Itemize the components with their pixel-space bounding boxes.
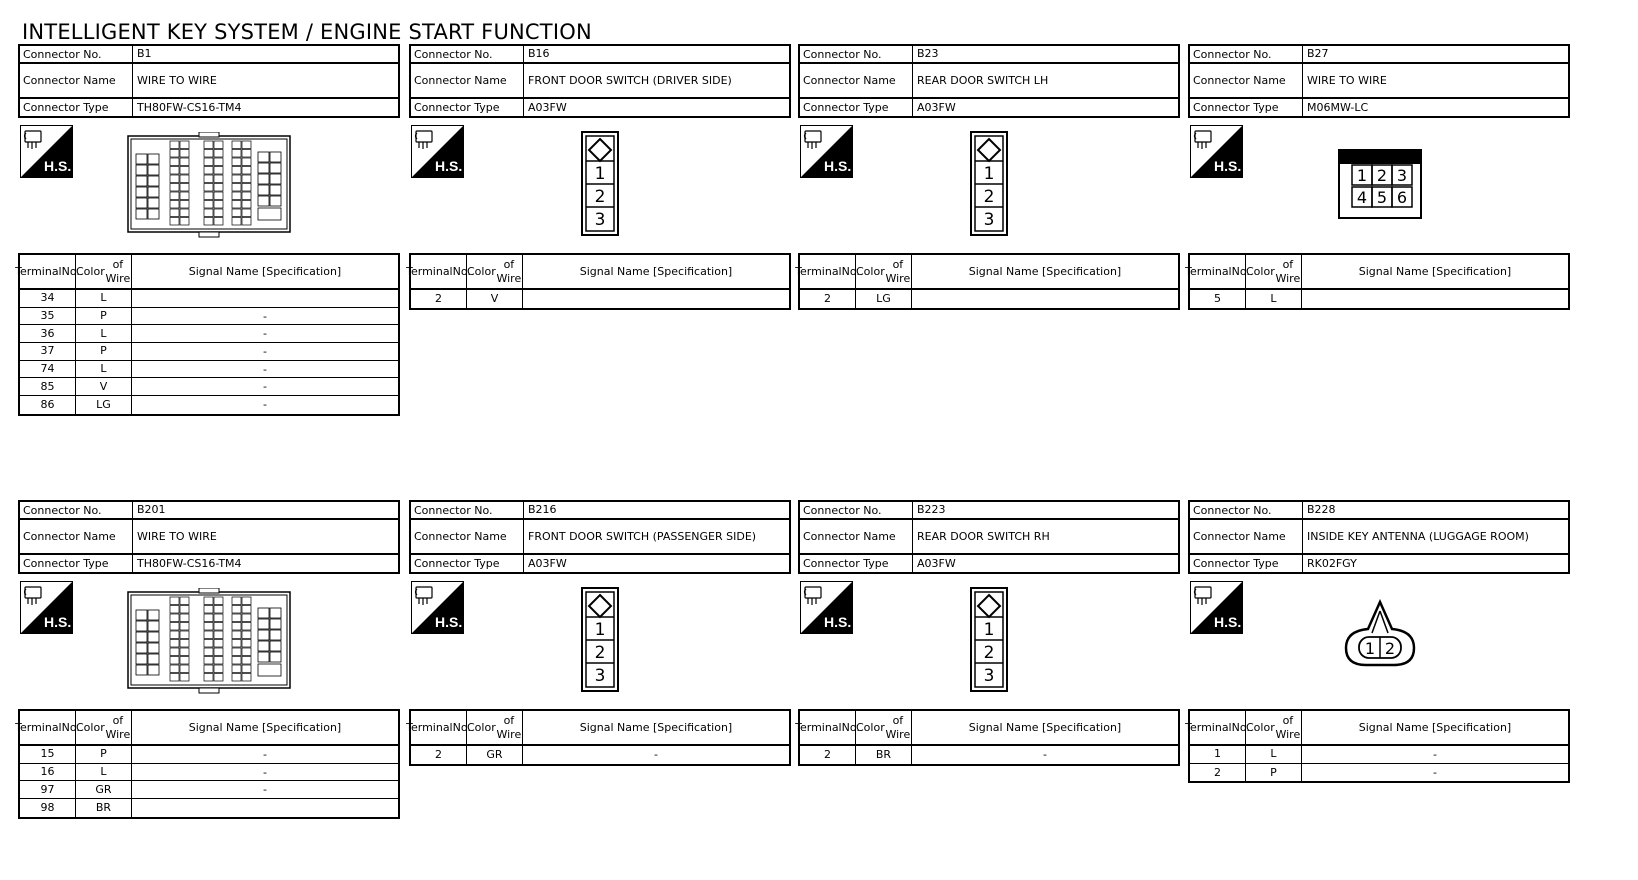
terminal-table-header [795,711,1178,746]
pin-label: 1 [594,164,606,184]
connector-th80-diagram [126,588,292,694]
pin-label: 2 [983,643,995,663]
signal-name-header: Signal Name [Specification] [188,265,342,278]
harness-side-icon [800,581,853,634]
terminal-no: 1 [1190,746,1246,763]
signal-name: - [1433,747,1437,761]
color-header: Color of Wire [1246,711,1302,744]
connector-no-value: B201 [137,503,166,516]
connector-info-table [1188,44,1570,118]
connector-name-label: Connector Name [20,64,133,97]
pin-label: 4 [1356,188,1368,207]
signal-name [132,290,398,307]
terminal-table [1185,709,1570,783]
wire-color: P [76,343,132,360]
connector-type-value: RK02FGY [1307,556,1357,570]
terminal-no-header: Terminal No. [20,255,76,288]
terminal-no: 36 [20,325,76,342]
connector-name-value: WIRE TO WIRE [137,73,217,87]
harness-side-icon [1190,581,1243,634]
table-row [800,746,1178,764]
connector-no-value: B16 [528,47,550,60]
connector-type-value: A03FW [528,100,567,114]
connector-block-4 [15,500,400,819]
connector-name-value: FRONT DOOR SWITCH (PASSENGER SIDE) [528,529,757,543]
connector-graphic [409,574,791,709]
pin-label: 3 [594,666,606,686]
connector-type-value: TH80FW-CS16-TM4 [137,556,242,570]
terminal-table [406,709,791,766]
connector-graphic [409,118,791,253]
color-header: Color of Wire [76,711,132,744]
connector-type-label: Connector Type [20,99,133,116]
connector-graphic [798,574,1180,709]
table-row [20,290,398,308]
terminal-no-header: Terminal No. [1190,711,1246,744]
terminal-table-header [406,255,789,290]
connector-type-value: M06MW-LC [1307,100,1369,114]
connector-no-value: B23 [917,47,939,60]
connector-type-value: A03FW [917,100,956,114]
connector-no-value: B27 [1307,47,1329,60]
connector-a03-diagram [581,587,619,692]
terminal-table-header [15,711,398,746]
color-header: Color of Wire [467,255,523,288]
signal-name-header: Signal Name [Specification] [1358,265,1512,278]
wire-color: GR [467,746,523,764]
pin-label: 2 [594,643,606,663]
terminal-no: 35 [20,308,76,325]
connector-block-2 [795,44,1180,310]
wire-color: L [76,764,132,781]
harness-side-icon [20,581,73,634]
table-row [20,764,398,782]
table-row [20,308,398,326]
wire-color: V [76,378,132,395]
pin-label: 3 [983,210,995,230]
connector-name-value: WIRE TO WIRE [1307,73,1387,87]
pin-label: 1 [1356,166,1368,185]
pin-label: 1 [983,620,995,640]
pin-label: 3 [594,210,606,230]
color-header: Color of Wire [856,255,912,288]
table-row [800,290,1178,308]
terminal-no: 85 [20,378,76,395]
connector-block-0 [15,44,400,416]
connector-type-label: Connector Type [411,99,524,116]
connector-name-value: WIRE TO WIRE [137,529,217,543]
connector-name-label: Connector Name [800,64,913,97]
terminal-no-header: Terminal No. [800,255,856,288]
signal-name: - [263,765,267,779]
terminal-no: 16 [20,764,76,781]
connector-name-label: Connector Name [411,64,524,97]
terminal-table [795,253,1180,310]
harness-side-icon [800,125,853,178]
connector-info-table [798,44,1180,118]
connector-type-value: A03FW [528,556,567,570]
wire-color: P [76,746,132,763]
signal-name: - [263,327,267,341]
hs-label: H.S. [1214,614,1242,630]
signal-name-header: Signal Name [Specification] [579,721,733,734]
terminal-table [1185,253,1570,310]
connector-type-label: Connector Type [411,555,524,572]
table-row [411,746,789,764]
color-header: Color of Wire [467,711,523,744]
connector-type-value: A03FW [917,556,956,570]
wire-color: L [76,290,132,307]
signal-name-header: Signal Name [Specification] [968,721,1122,734]
connector-no-value: B1 [137,47,152,60]
signal-name [912,290,1178,308]
connector-no-label: Connector No. [411,46,524,62]
table-row [20,361,398,379]
hs-label: H.S. [435,158,463,174]
signal-name-header: Signal Name [Specification] [579,265,733,278]
terminal-no-header: Terminal No. [800,711,856,744]
pin-label: 2 [1384,639,1396,658]
table-row [20,378,398,396]
connector-name-value: FRONT DOOR SWITCH (DRIVER SIDE) [528,73,732,87]
wire-color: L [76,361,132,378]
connector-no-value: B223 [917,503,946,516]
connector-block-7 [1185,500,1570,783]
harness-side-icon [20,125,73,178]
terminal-table [406,253,791,310]
signal-name: - [1433,766,1437,780]
pin-label: 2 [594,187,606,207]
terminal-no: 2 [411,290,467,308]
signal-name: - [654,748,658,762]
terminal-table-header [1185,255,1568,290]
terminal-no: 34 [20,290,76,307]
connector-graphic [18,574,400,709]
wire-color: LG [856,290,912,308]
connector-type-label: Connector Type [20,555,133,572]
terminal-no: 2 [800,290,856,308]
terminal-no: 98 [20,799,76,817]
connector-graphic [1188,118,1570,253]
table-row [20,799,398,817]
terminal-no-header: Terminal No. [411,255,467,288]
connector-info-table [18,500,400,574]
signal-name [132,799,398,817]
hs-label: H.S. [44,614,72,630]
terminal-no-header: Terminal No. [20,711,76,744]
signal-name: - [263,747,267,761]
connector-block-3 [1185,44,1570,310]
terminal-no-header: Terminal No. [411,711,467,744]
connector-no-label: Connector No. [800,502,913,518]
table-row [1190,764,1568,782]
terminal-table [795,709,1180,766]
harness-side-icon [1190,125,1243,178]
terminal-table [15,709,400,819]
connector-type-label: Connector Type [800,99,913,116]
connector-no-value: B216 [528,503,557,516]
harness-side-icon [411,125,464,178]
pin-label: 1 [1364,639,1376,658]
terminal-no: 37 [20,343,76,360]
table-row [20,781,398,799]
terminal-no: 86 [20,396,76,414]
signal-name-header: Signal Name [Specification] [968,265,1122,278]
pin-label: 5 [1376,188,1388,207]
signal-name-header: Signal Name [Specification] [188,721,342,734]
connector-graphic [1188,574,1570,709]
wire-color: L [1246,746,1302,763]
connector-no-label: Connector No. [1190,46,1303,62]
table-row [20,325,398,343]
wire-color: V [467,290,523,308]
wire-color: L [76,325,132,342]
table-row [1190,290,1568,308]
connector-graphic [798,118,1180,253]
connector-name-value: INSIDE KEY ANTENNA (LUGGAGE ROOM) [1307,529,1529,543]
signal-name: - [263,783,267,797]
terminal-no-header: Terminal No. [1190,255,1246,288]
signal-name: - [263,344,267,358]
table-row [1190,746,1568,764]
wire-color: LG [76,396,132,414]
connector-no-label: Connector No. [411,502,524,518]
wire-color: P [1246,764,1302,782]
connector-a03-diagram [970,587,1008,692]
pin-label: 1 [594,620,606,640]
pin-label: 2 [983,187,995,207]
color-header: Color of Wire [1246,255,1302,288]
terminal-no: 74 [20,361,76,378]
connector-a03-diagram [581,131,619,236]
terminal-table-header [1185,711,1568,746]
pin-label: 1 [983,164,995,184]
connector-name-label: Connector Name [1190,520,1303,553]
signal-name [523,290,789,308]
connector-info-table [409,44,791,118]
signal-name: - [263,309,267,323]
terminal-no: 97 [20,781,76,798]
hs-label: H.S. [435,614,463,630]
connector-no-label: Connector No. [20,46,133,62]
table-row [20,343,398,361]
color-header: Color of Wire [856,711,912,744]
connector-type-label: Connector Type [1190,555,1303,572]
connector-name-label: Connector Name [411,520,524,553]
terminal-table-header [795,255,1178,290]
connector-no-value: B228 [1307,503,1336,516]
terminal-no: 5 [1190,290,1246,308]
connector-name-label: Connector Name [20,520,133,553]
pin-label: 2 [1376,166,1388,185]
connector-block-5 [406,500,791,766]
pin-label: 3 [983,666,995,686]
connector-no-label: Connector No. [800,46,913,62]
pin-label: 3 [1396,166,1408,185]
connector-th80-diagram [126,132,292,238]
connector-name-value: REAR DOOR SWITCH RH [917,529,1050,543]
wire-color: GR [76,781,132,798]
connector-no-label: Connector No. [1190,502,1303,518]
connector-name-label: Connector Name [800,520,913,553]
table-row [20,396,398,414]
terminal-table-header [15,255,398,290]
terminal-no: 2 [1190,764,1246,782]
table-row [411,290,789,308]
wire-color: L [1246,290,1302,308]
pin-label: 6 [1396,188,1408,207]
hs-label: H.S. [824,158,852,174]
terminal-no: 15 [20,746,76,763]
wire-color: BR [76,799,132,817]
connector-rk02-diagram [1342,599,1418,671]
wire-color: P [76,308,132,325]
page-title: INTELLIGENT KEY SYSTEM / ENGINE START FUNCTION [22,20,592,44]
hs-label: H.S. [44,158,72,174]
hs-label: H.S. [824,614,852,630]
connector-info-table [1188,500,1570,574]
terminal-no: 2 [411,746,467,764]
connector-info-table [798,500,1180,574]
harness-side-icon [411,581,464,634]
color-header: Color of Wire [76,255,132,288]
connector-m06-diagram [1338,149,1422,219]
connector-info-table [409,500,791,574]
connector-type-label: Connector Type [800,555,913,572]
signal-name: - [263,362,267,376]
connector-block-1 [406,44,791,310]
terminal-table-header [406,711,789,746]
hs-label: H.S. [1214,158,1242,174]
connector-info-table [18,44,400,118]
terminal-table [15,253,400,416]
signal-name: - [263,398,267,412]
connector-type-value: TH80FW-CS16-TM4 [137,100,242,114]
connector-type-label: Connector Type [1190,99,1303,116]
signal-name: - [263,380,267,394]
terminal-no: 2 [800,746,856,764]
connector-name-label: Connector Name [1190,64,1303,97]
connector-a03-diagram [970,131,1008,236]
table-row [20,746,398,764]
wire-color: BR [856,746,912,764]
signal-name-header: Signal Name [Specification] [1358,721,1512,734]
connector-name-value: REAR DOOR SWITCH LH [917,73,1049,87]
connector-block-6 [795,500,1180,766]
connector-no-label: Connector No. [20,502,133,518]
connector-graphic [18,118,400,253]
signal-name: - [1043,748,1047,762]
signal-name [1302,290,1568,308]
